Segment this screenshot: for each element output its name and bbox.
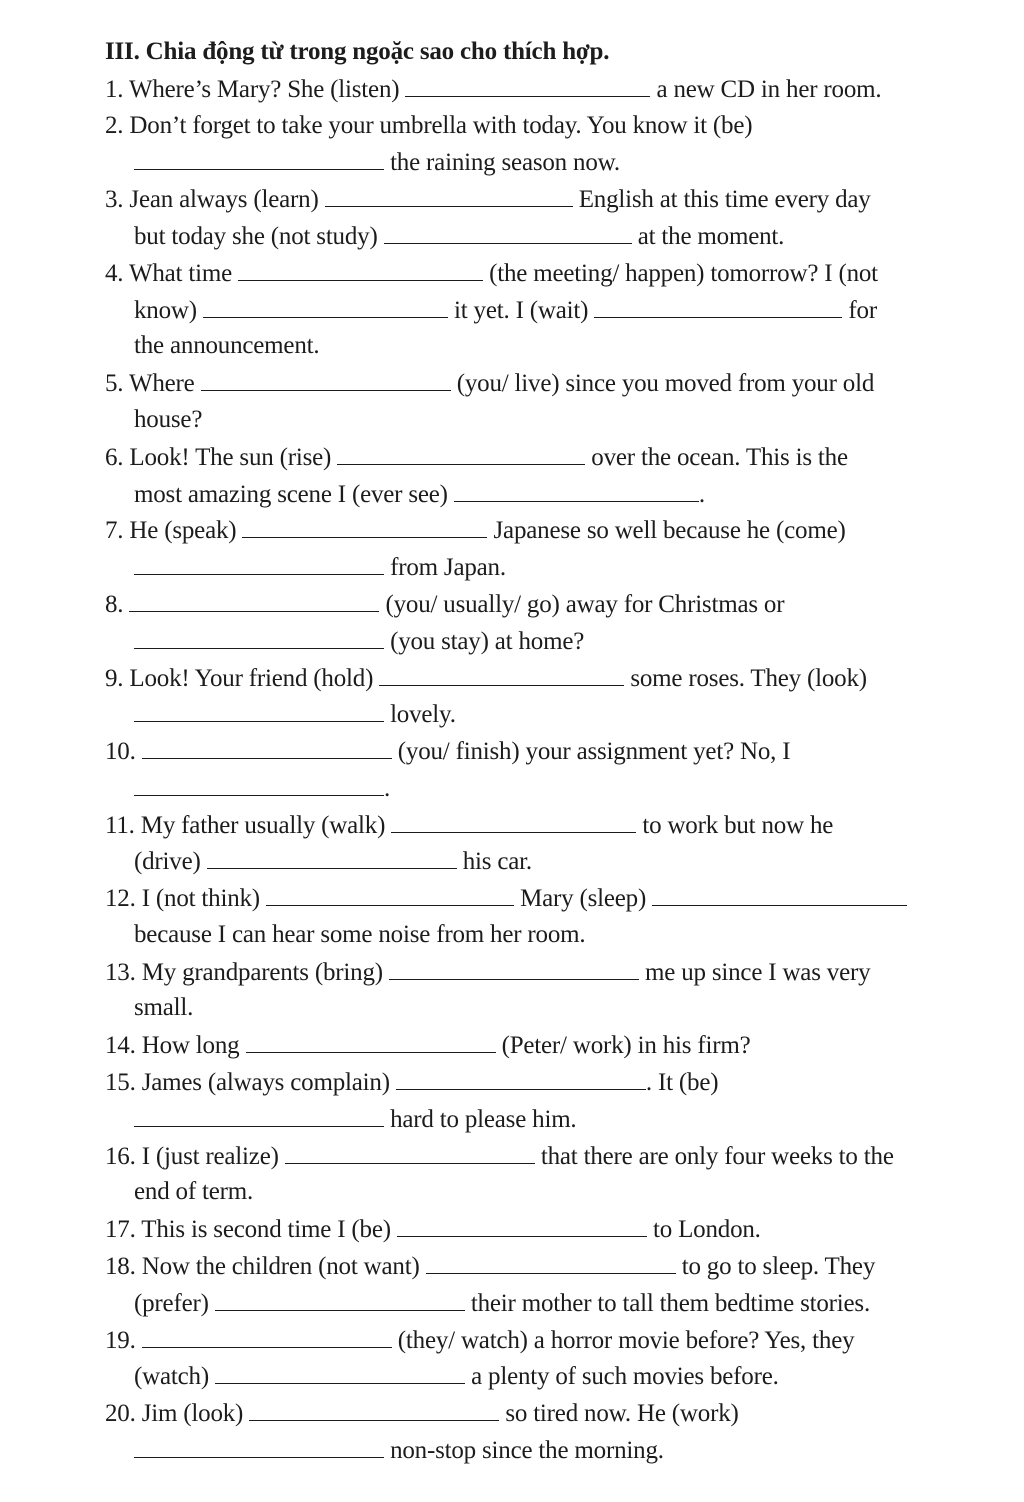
question-9-cont: lovely. <box>134 699 456 730</box>
answer-blank[interactable] <box>238 258 483 281</box>
question-4: 4. What time (the meeting/ happen) tomorrow? I (not <box>105 260 878 287</box>
question-6-cont: most amazing scene I (ever see) . <box>134 481 705 508</box>
worksheet-title: III. Chia động từ trong ngoặc sao cho thích hợp. <box>105 38 610 65</box>
answer-blank[interactable] <box>242 515 487 538</box>
question-2-cont: the raining season now. <box>134 147 620 178</box>
question-11-cont: (drive) his car. <box>134 848 532 875</box>
question-16: 16. I (just realize) that there are only four weeks to the <box>105 1143 894 1170</box>
question-7: 7. He (speak) Japanese so well because he (come) <box>105 517 846 544</box>
answer-blank[interactable] <box>134 1435 384 1458</box>
question-7-cont: from Japan. <box>134 552 506 583</box>
answer-blank[interactable] <box>134 699 384 722</box>
answer-blank[interactable] <box>426 1251 676 1274</box>
answer-blank[interactable] <box>215 1288 465 1311</box>
answer-blank[interactable] <box>207 846 457 869</box>
question-5-cont: house? <box>134 406 203 433</box>
question-18-cont: (prefer) their mother to tall them bedtime stories. <box>134 1290 870 1317</box>
question-20-cont: non-stop since the morning. <box>134 1435 664 1466</box>
question-10-cont: . <box>134 773 390 804</box>
question-2: 2. Don’t forget to take your umbrella with today. You know it (be) <box>105 112 753 139</box>
question-15: 15. James (always complain) . It (be) <box>105 1069 719 1096</box>
question-8-cont: (you stay) at home? <box>134 626 584 657</box>
question-17: 17. This is second time I (be) to London. <box>105 1216 761 1243</box>
question-3-cont: but today she (not study) at the moment. <box>134 223 785 250</box>
answer-blank[interactable] <box>396 1067 646 1090</box>
question-19: 19. (they/ watch) a horror movie before? Yes, they <box>105 1327 855 1354</box>
answer-blank[interactable] <box>379 663 624 686</box>
answer-blank[interactable] <box>337 442 585 465</box>
answer-blank[interactable] <box>249 1398 499 1421</box>
question-6: 6. Look! The sun (rise) over the ocean. This is the <box>105 444 848 471</box>
question-10: 10. (you/ finish) your assignment yet? No, I <box>105 738 791 765</box>
question-13-cont: small. <box>134 994 194 1021</box>
question-1: 1. Where’s Mary? She (listen) a new CD in her room. <box>105 76 882 103</box>
answer-blank[interactable] <box>129 589 379 612</box>
answer-blank[interactable] <box>142 736 392 759</box>
answer-blank[interactable] <box>134 773 384 796</box>
answer-blank[interactable] <box>134 1104 384 1127</box>
question-8: 8. (you/ usually/ go) away for Christmas or <box>105 591 785 618</box>
answer-blank[interactable] <box>652 883 907 906</box>
answer-blank[interactable] <box>266 883 514 906</box>
question-19-cont: (watch) a plenty of such movies before. <box>134 1363 779 1390</box>
answer-blank[interactable] <box>384 221 632 244</box>
answer-blank[interactable] <box>134 552 384 575</box>
question-20: 20. Jim (look) so tired now. He (work) <box>105 1400 739 1427</box>
question-16-cont: end of term. <box>134 1178 254 1205</box>
answer-blank[interactable] <box>203 295 448 318</box>
answer-blank[interactable] <box>391 810 636 833</box>
answer-blank[interactable] <box>134 147 384 170</box>
question-13: 13. My grandparents (bring) me up since I was very <box>105 959 871 986</box>
answer-blank[interactable] <box>215 1361 465 1384</box>
question-3: 3. Jean always (learn) English at this time every day <box>105 186 871 213</box>
question-14: 14. How long (Peter/ work) in his firm? <box>105 1032 751 1059</box>
answer-blank[interactable] <box>454 479 699 502</box>
answer-blank[interactable] <box>142 1325 392 1348</box>
question-11: 11. My father usually (walk) to work but now he <box>105 812 834 839</box>
question-5: 5. Where (you/ live) since you moved from your old <box>105 370 875 397</box>
answer-blank[interactable] <box>397 1214 647 1237</box>
answer-blank[interactable] <box>285 1141 535 1164</box>
answer-blank[interactable] <box>405 74 650 97</box>
question-9: 9. Look! Your friend (hold) some roses. They (look) <box>105 665 867 692</box>
answer-blank[interactable] <box>134 626 384 649</box>
answer-blank[interactable] <box>201 368 451 391</box>
question-12: 12. I (not think) Mary (sleep) <box>105 883 907 914</box>
answer-blank[interactable] <box>246 1030 496 1053</box>
answer-blank[interactable] <box>594 295 842 318</box>
question-4-cont2: the announcement. <box>134 332 320 359</box>
answer-blank[interactable] <box>325 184 573 207</box>
answer-blank[interactable] <box>389 957 639 980</box>
question-15-cont: hard to please him. <box>134 1104 577 1135</box>
question-18: 18. Now the children (not want) to go to sleep. They <box>105 1253 876 1280</box>
question-12-cont: because I can hear some noise from her room. <box>134 921 586 948</box>
question-4-cont: know) it yet. I (wait) for <box>134 297 877 324</box>
